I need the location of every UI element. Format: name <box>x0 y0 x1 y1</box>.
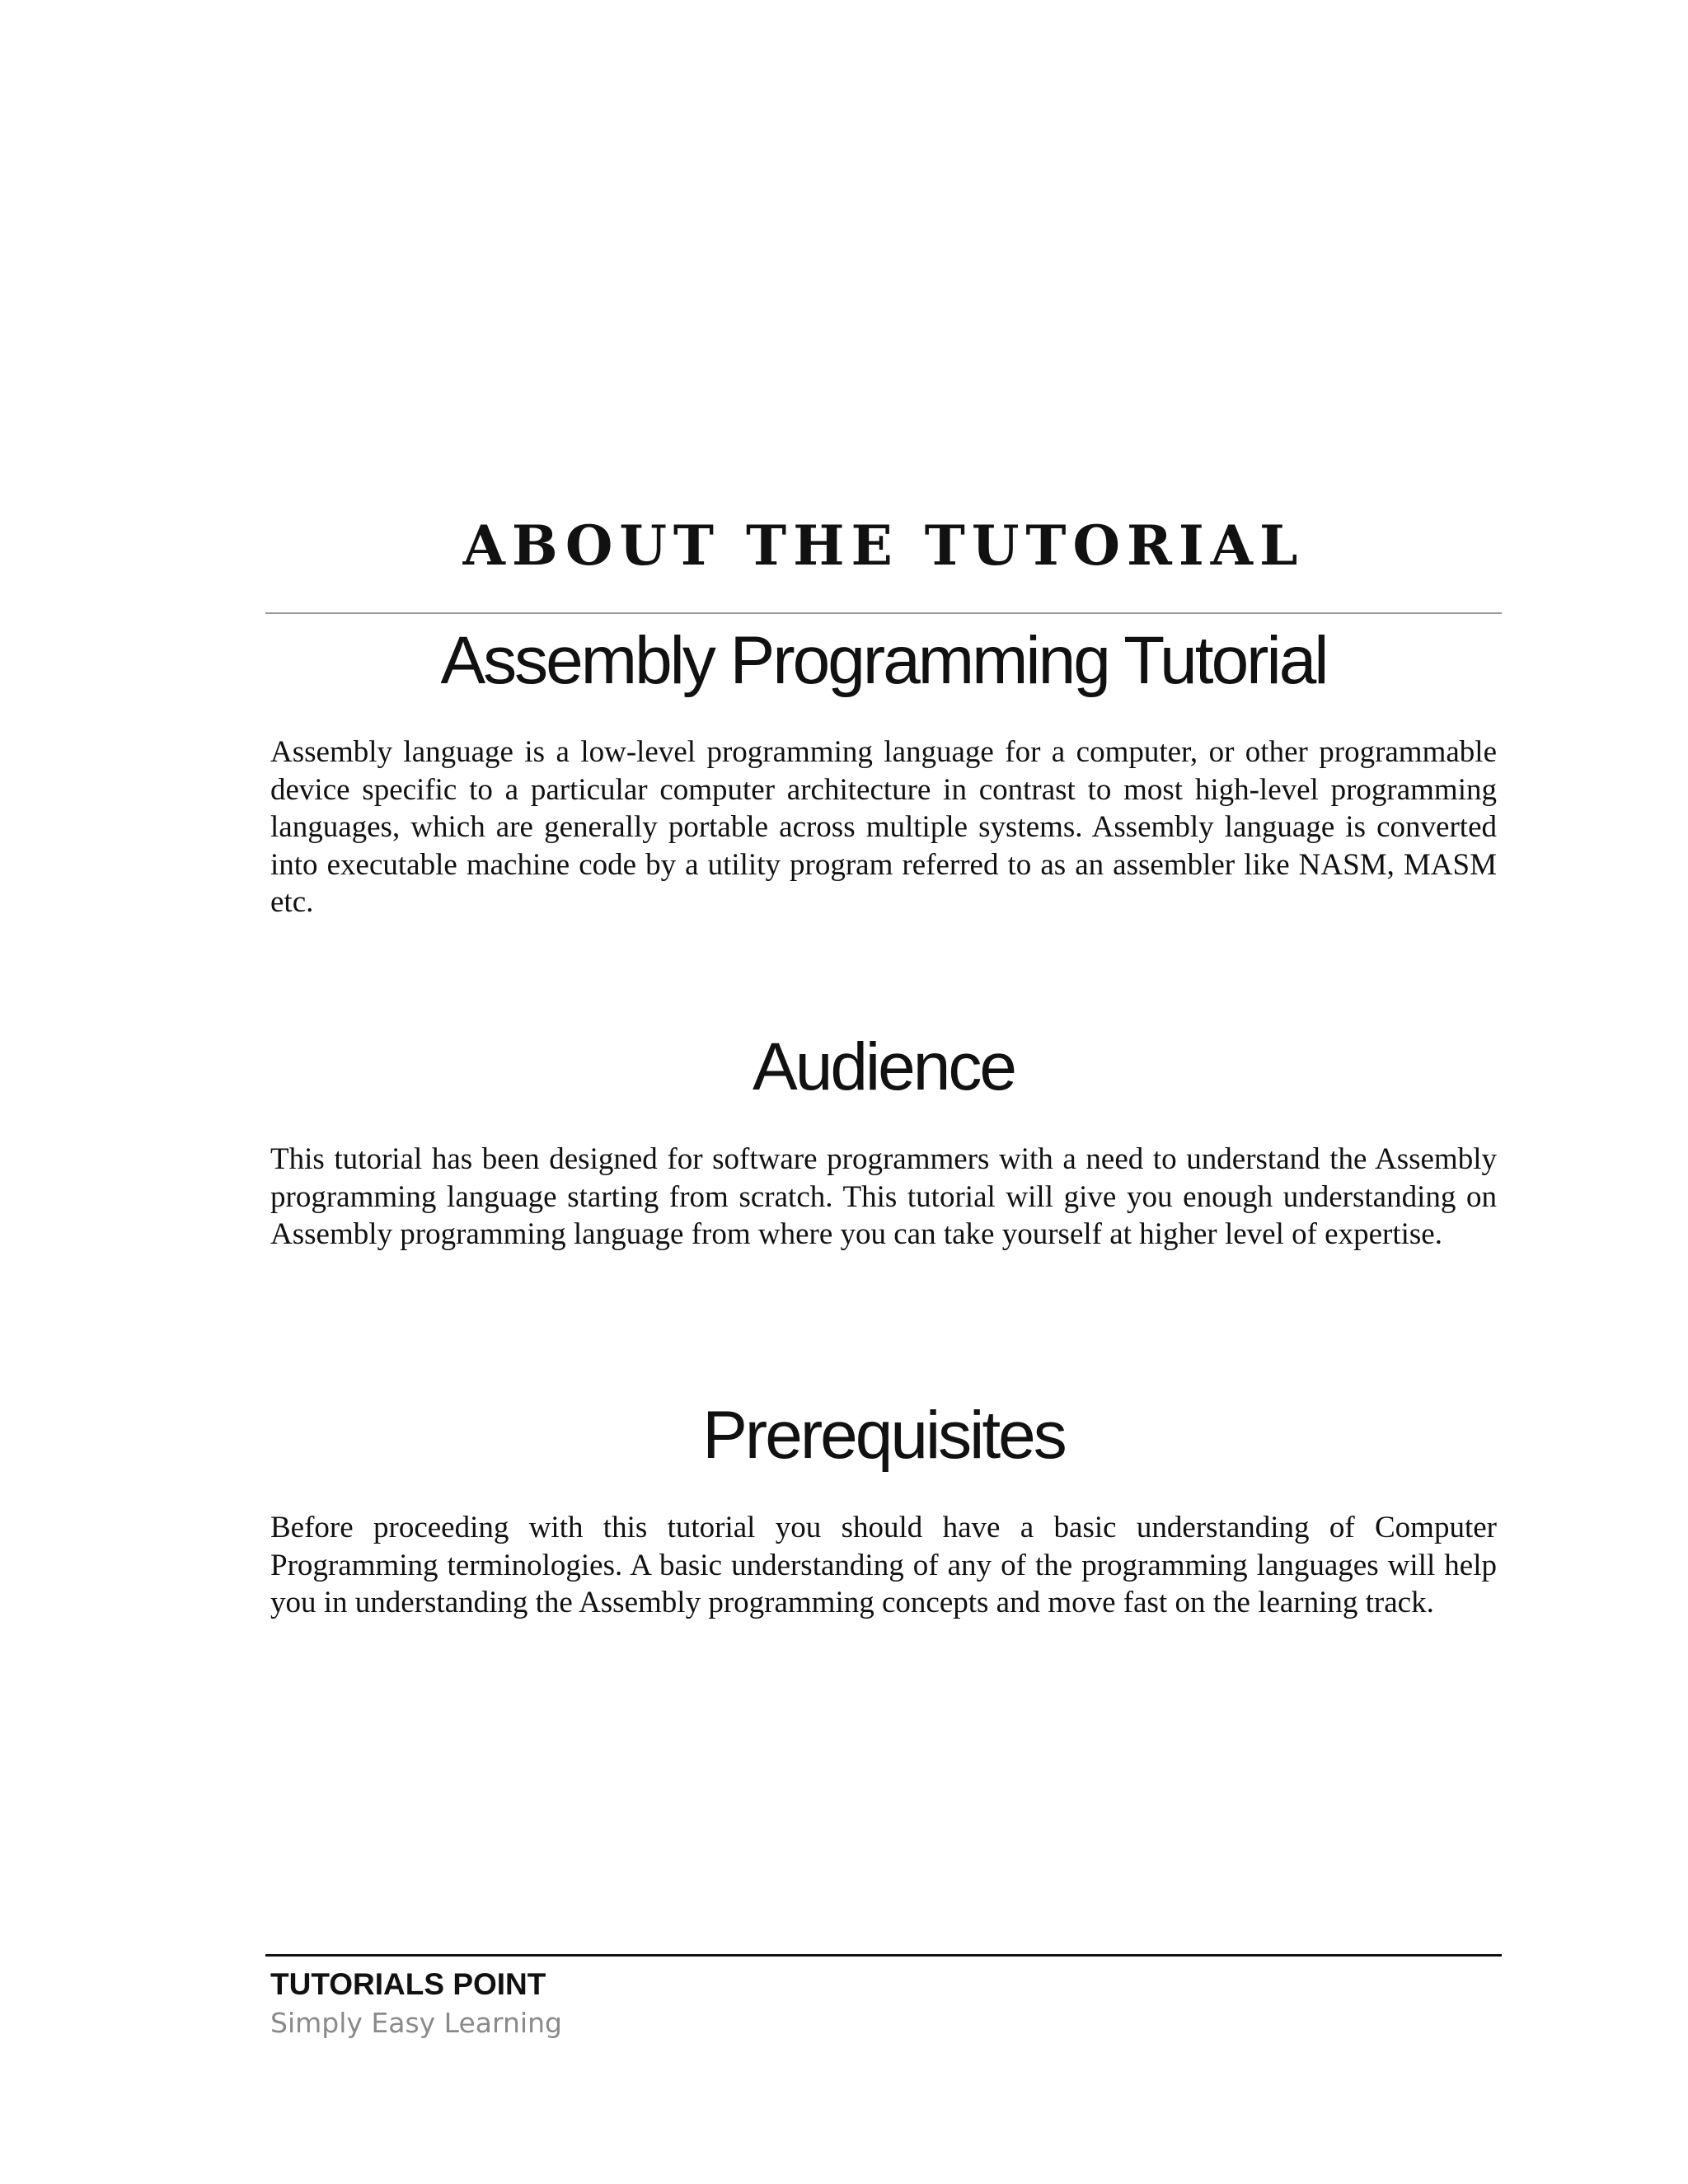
section-body-prerequisites: Before proceeding with this tutorial you should have a basic understanding of Computer Programming terminologies. A basic understanding of any of the programming languages will help you in understanding the Assembly programming concepts and move fast on the learning track. <box>270 1511 1497 1619</box>
section-body-audience: This tutorial has been designed for software programmers with a need to understand the Assembly programming language starting from scratch. This tutorial will give you enough understanding on Assembly programming language from where you can take yourself at higher level of expertise. <box>270 1142 1497 1251</box>
section-heading-tutorial: Assembly Programming Tutorial <box>440 623 1327 698</box>
footer-brand: TUTORIALS POINT <box>270 1967 546 2001</box>
footer-tagline: Simply Easy Learning <box>270 2007 562 2039</box>
section-heading-prerequisites: Prerequisites <box>702 1398 1065 1473</box>
page-title: ABOUT THE TUTORIAL <box>462 513 1305 578</box>
title-divider <box>265 612 1502 614</box>
section-body-tutorial: Assembly language is a low-level programming language for a computer, or other programmable device specific to a particular computer architecture in contrast to most high-level programming languages, which are generally portable across multiple systems. Assembly language is converted into executable machine code by a utility program referred to as an assembler like NASM, MASM etc. <box>270 735 1497 919</box>
section-heading-audience: Audience <box>753 1029 1015 1104</box>
footer-divider <box>265 1954 1502 1957</box>
